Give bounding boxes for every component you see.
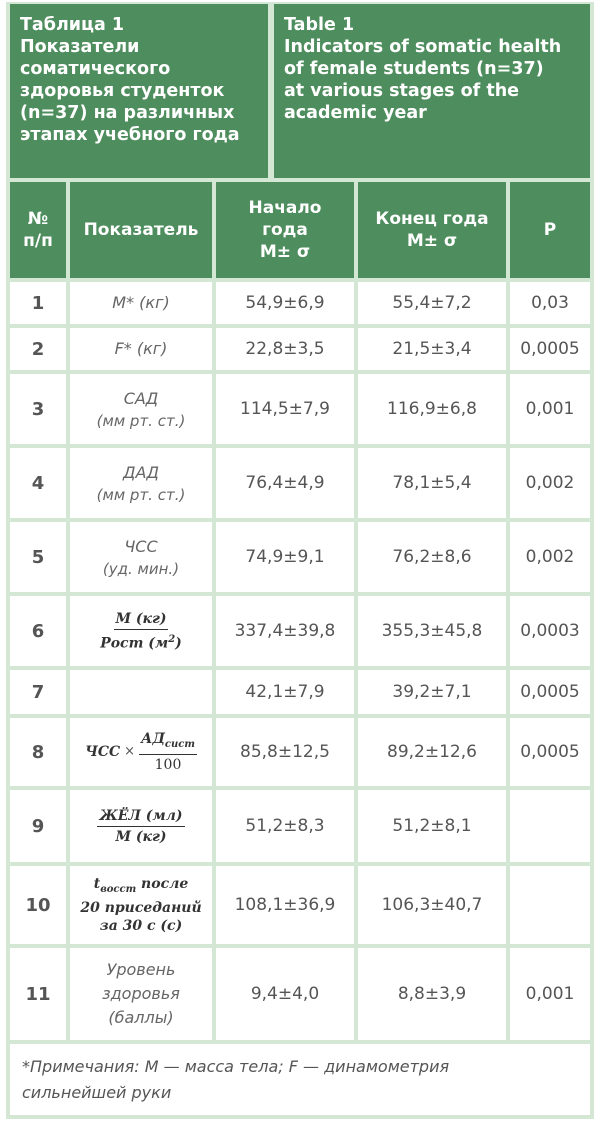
p-value: 0,0003 [520, 621, 580, 641]
row-indicator [70, 866, 212, 944]
indicator-unit: (мм рт. ст.) [96, 412, 186, 430]
formula-hr-bp [85, 730, 197, 775]
row-p-value [510, 718, 590, 786]
title-ru-line: здоровья студенток [20, 81, 225, 101]
indicator-unit: (мм рт. ст.) [96, 486, 186, 504]
indicator-unit: (уд. мин.) [102, 560, 180, 578]
row-start-value [216, 596, 354, 666]
row-number [10, 670, 66, 714]
title-ru-line: Показатели [20, 37, 140, 57]
row-number-text: 5 [31, 546, 45, 568]
row-start-value [216, 374, 354, 444]
p-value: 0,001 [525, 984, 575, 1004]
header-number [10, 182, 66, 278]
title-ru-line: соматического [20, 59, 171, 79]
row-number [10, 718, 66, 786]
fraction-mass-height [100, 610, 182, 653]
row-p-value [510, 670, 590, 714]
header-start-line3: M± σ [259, 242, 311, 262]
footnote-line1: *Примечания: M — масса тела; F — динамометрия [22, 1057, 450, 1076]
row-indicator [70, 718, 212, 786]
row-p-value [510, 282, 590, 324]
row-number [10, 282, 66, 324]
row-number-text: 4 [31, 472, 45, 494]
end-value: 89,2±12,6 [387, 742, 477, 762]
row-start-value [216, 948, 354, 1040]
title-en-line: of female students (n=37) [284, 59, 544, 79]
row-number [10, 522, 66, 592]
table-title-ru [10, 4, 268, 178]
end-value: 39,2±7,1 [392, 682, 472, 702]
header-indicator-label: Показатель [83, 220, 199, 240]
p-value: 0,002 [525, 547, 575, 567]
row-number-text: 6 [31, 620, 45, 642]
indicator-label: F* (кг) [114, 339, 168, 358]
start-value: 42,1±7,9 [245, 682, 325, 702]
row-start-value [216, 522, 354, 592]
indicator-label: ЧСС [124, 537, 158, 556]
row-end-value [358, 328, 506, 370]
row-indicator [70, 596, 212, 666]
p-value: 0,0005 [520, 339, 580, 359]
row-number [10, 448, 66, 518]
header-start-line2: года [262, 220, 308, 240]
table-footnote [10, 1044, 590, 1115]
fraction-numerator: ЖЁЛ (мл) [97, 807, 184, 827]
row-number-text: 8 [31, 741, 45, 763]
indicator-unit: (баллы) [108, 1008, 174, 1027]
row-number [10, 374, 66, 444]
row-number [10, 596, 66, 666]
row-indicator [70, 328, 212, 370]
title-en-line: Table 1 [284, 15, 355, 35]
row-p-value [510, 448, 590, 518]
title-en-line: Indicators of somatic health [284, 37, 562, 57]
row-p-value [510, 866, 590, 944]
indicator-label: САД [123, 389, 159, 408]
row-number-text: 3 [31, 398, 45, 420]
recovery-symbol: t [93, 876, 101, 893]
row-number [10, 328, 66, 370]
end-value: 76,2±8,6 [392, 547, 472, 567]
start-value: 22,8±3,5 [245, 339, 325, 359]
title-ru-line: этапах учебного года [20, 125, 240, 145]
start-value: 337,4±39,8 [234, 621, 336, 641]
start-value: 74,9±9,1 [245, 547, 325, 567]
p-value: 0,0005 [520, 682, 580, 702]
row-end-value [358, 282, 506, 324]
row-end-value [358, 596, 506, 666]
row-p-value [510, 374, 590, 444]
fraction-numerator [139, 730, 197, 756]
header-number-line2: п/п [23, 231, 53, 251]
header-number-line1: № [27, 209, 49, 229]
title-ru-line: Таблица 1 [20, 15, 125, 35]
row-end-value [358, 670, 506, 714]
numerator-subscript: сист [164, 738, 195, 750]
indicator-label: M* (кг) [112, 293, 170, 312]
start-value: 9,4±4,0 [250, 984, 320, 1004]
row-number-text: 9 [31, 815, 45, 837]
title-en-line: at various stages of the [284, 81, 520, 101]
title-en-line: academic year [284, 103, 427, 123]
start-value: 85,8±12,5 [240, 742, 330, 762]
start-value: 51,2±8,3 [245, 816, 325, 836]
fraction-numerator: M (кг) [114, 610, 169, 630]
times-sign: × [124, 744, 136, 760]
row-p-value [510, 790, 590, 862]
row-end-value [358, 374, 506, 444]
row-indicator [70, 790, 212, 862]
start-value: 114,5±7,9 [240, 399, 330, 419]
header-end-line2: M± σ [406, 231, 458, 251]
recovery-time-label [80, 875, 201, 935]
end-value: 51,2±8,1 [392, 816, 472, 836]
row-end-value [358, 948, 506, 1040]
header-p [510, 182, 590, 278]
indicator-label: Уровень [106, 960, 176, 979]
fraction-bp [139, 730, 197, 775]
row-start-value [216, 866, 354, 944]
recovery-line1: после [136, 876, 189, 893]
row-indicator [70, 948, 212, 1040]
indicator-label-line2: здоровья [102, 984, 180, 1003]
table-title-en [274, 4, 590, 178]
row-end-value [358, 866, 506, 944]
indicator-label: ДАД [123, 463, 159, 482]
header-end-line1: Конец года [375, 209, 489, 229]
recovery-subscript: восст [100, 883, 137, 895]
row-end-value [358, 448, 506, 518]
end-value: 55,4±7,2 [392, 293, 472, 313]
p-value: 0,03 [531, 293, 569, 313]
start-value: 108,1±36,9 [234, 895, 336, 915]
end-value: 8,8±3,9 [397, 984, 467, 1004]
p-value: 0,001 [525, 399, 575, 419]
row-end-value [358, 522, 506, 592]
end-value: 355,3±45,8 [381, 621, 483, 641]
start-value: 54,9±6,9 [245, 293, 325, 313]
numerator-text: АД [141, 730, 165, 747]
fraction-vital-capacity [97, 807, 184, 846]
recovery-line2: 20 приседаний [80, 899, 202, 916]
fraction-denominator [100, 630, 182, 653]
end-value: 21,5±3,4 [392, 339, 472, 359]
row-start-value [216, 328, 354, 370]
row-p-value [510, 522, 590, 592]
header-indicator [70, 182, 212, 278]
denominator-close: ) [175, 635, 182, 652]
end-value: 116,9±6,8 [387, 399, 477, 419]
row-start-value [216, 448, 354, 518]
fraction-denominator: 100 [154, 757, 182, 774]
row-indicator [70, 448, 212, 518]
row-p-value [510, 948, 590, 1040]
row-number-text: 11 [25, 983, 51, 1005]
row-number-text: 1 [31, 292, 45, 314]
header-start-line1: Начало [248, 198, 322, 218]
row-start-value [216, 790, 354, 862]
row-end-value [358, 790, 506, 862]
header-p-label: P [543, 220, 557, 240]
recovery-line3: за 30 с (с) [99, 917, 183, 934]
start-value: 76,4±4,9 [245, 473, 325, 493]
row-indicator [70, 670, 212, 714]
header-start [216, 182, 354, 278]
fraction-denominator: M (кг) [115, 828, 167, 845]
title-ru-line: (n=37) на различных [20, 103, 235, 123]
row-number-text: 10 [25, 894, 51, 916]
row-number [10, 866, 66, 944]
row-indicator [70, 282, 212, 324]
row-start-value [216, 670, 354, 714]
row-indicator [70, 374, 212, 444]
p-value: 0,002 [525, 473, 575, 493]
footnote-line2: сильнейшей руки [22, 1083, 172, 1102]
formula-hr: ЧСС [85, 743, 121, 760]
row-start-value [216, 282, 354, 324]
row-end-value [358, 718, 506, 786]
row-number-text: 7 [31, 681, 45, 703]
row-p-value [510, 328, 590, 370]
end-value: 106,3±40,7 [381, 895, 483, 915]
end-value: 78,1±5,4 [392, 473, 472, 493]
row-number [10, 790, 66, 862]
row-start-value [216, 718, 354, 786]
denominator-exponent: 2 [168, 633, 176, 645]
row-p-value [510, 596, 590, 666]
row-number-text: 2 [31, 338, 45, 360]
denominator-text: Рост (м [100, 635, 169, 652]
p-value: 0,0005 [520, 742, 580, 762]
header-end [358, 182, 506, 278]
row-indicator [70, 522, 212, 592]
row-number [10, 948, 66, 1040]
